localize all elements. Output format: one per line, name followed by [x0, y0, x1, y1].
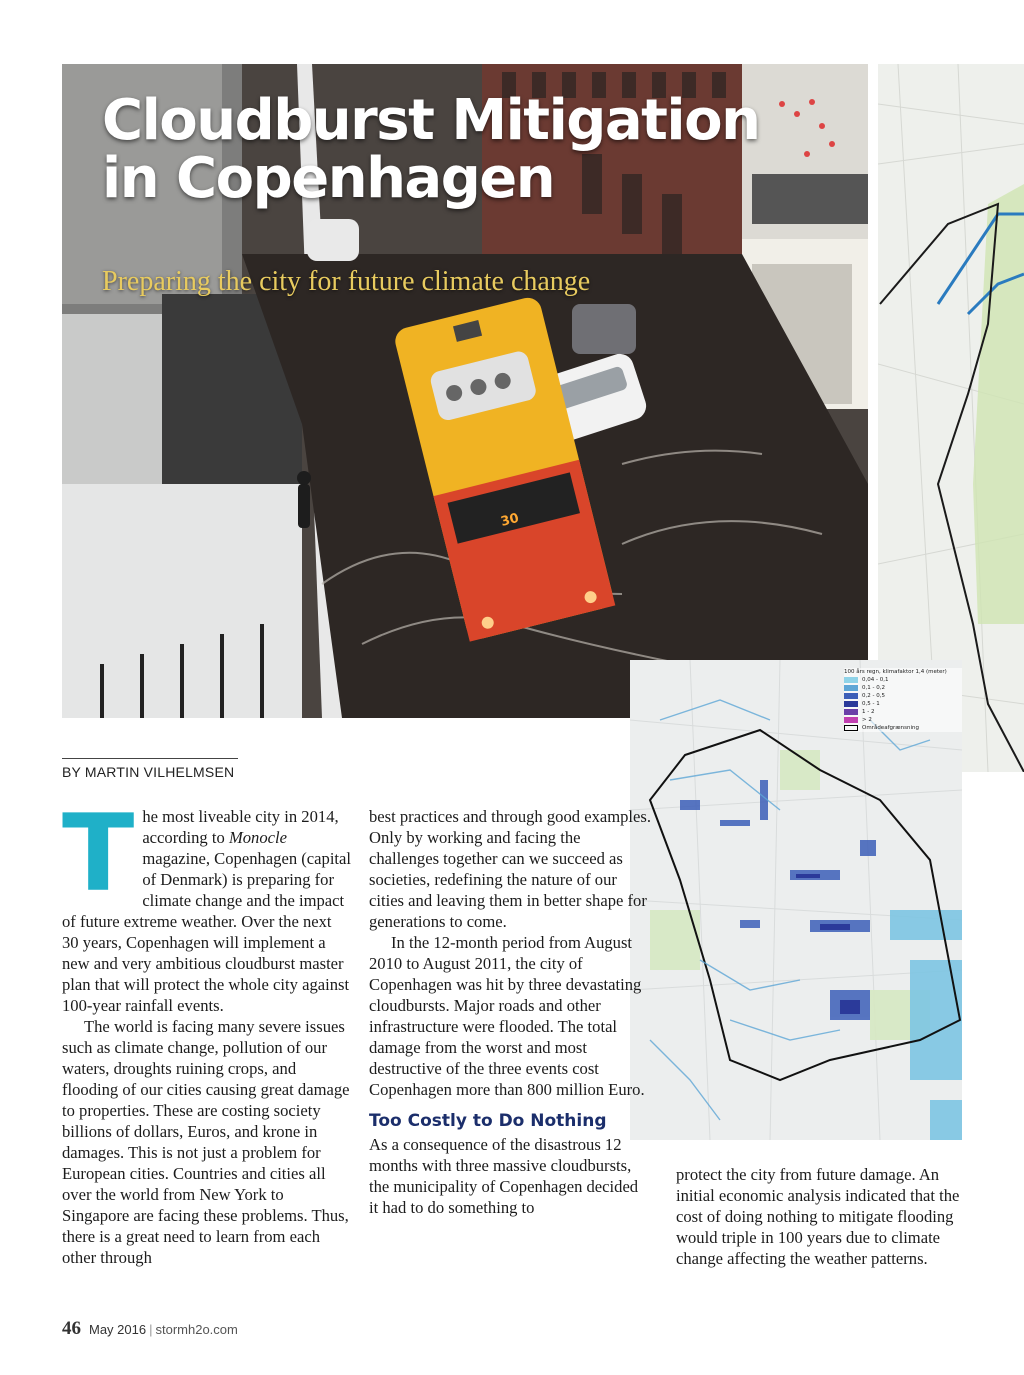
paragraph-cloudbursts: In the 12-month period from August 2010 to August 2011, the city of Copenhagen was hit by three devastating cloudbursts. Major roads and other infrastructure were flooded. The total damage from the worst and most destructive of the three events cost Copenhagen more than 800 million Euro.	[369, 933, 645, 1099]
legend-item	[844, 692, 962, 700]
footer-separator: |	[149, 1322, 153, 1337]
page-footer	[62, 1318, 238, 1340]
paragraph-consequence: As a consequence of the disastrous 12 months with three massive cloudbursts, the municipality of Copenhagen decided it had to do something to	[369, 1135, 639, 1217]
paragraph-economic-analysis: protect the city from future damage. An initial economic analysis indicated that the cost of doing nothing to mitigate flooding would triple in 100 years due to climate change affecting the weather patterns.	[676, 1165, 960, 1268]
legend-item	[844, 684, 962, 692]
legend-title: 100 års regn, klimafaktor 1,4 (meter)	[844, 669, 947, 675]
drop-cap: T	[62, 792, 135, 915]
flood-risk-map	[630, 660, 962, 1140]
bus-destination-display: 30	[499, 510, 521, 530]
byline-divider	[62, 758, 238, 759]
website-link[interactable]: stormh2o.com	[155, 1322, 238, 1337]
intro-text: he most liveable city in 2014, according to	[142, 807, 339, 847]
legend-label: 0,2 - 0,5	[862, 693, 885, 699]
paragraph-best-practices: best practices and through good examples. Only by working and facing the challenges together can we succeed as societies, redefining the nature of our cities and leaving them in better shape for generations to come.	[369, 807, 652, 931]
intro-text-end: magazine, Copenhagen (capital of Denmark) is preparing for climate change and the impact of future extreme weather. Over the next 30 years, Copenhagen will implement a new and very ambitious cloudburst master plan that will protect the whole city against 100-year rainfall events.	[62, 849, 352, 1015]
legend-swatch	[844, 685, 858, 691]
byline: BY MARTIN VILHELMSEN	[62, 764, 235, 780]
issue-date: May 2016	[89, 1322, 147, 1337]
legend-swatch	[844, 709, 858, 715]
legend-label: Områdeafgrænsning	[862, 725, 919, 731]
legend-swatch	[844, 677, 858, 683]
paragraph-world-issues: The world is facing many severe issues such as climate change, pollution of our waters, droughts ruining crops, and flooding of our cities causing great damage to properties. These are costing society billions of dollars, Euros, and krone in damages. This is not just a problem for European cities. Countries and cities all over the world from New York to Singapore are facing these problems. Thus, there is a great need to learn from each other through	[62, 1017, 350, 1267]
legend-label: 0,5 - 1	[862, 701, 880, 707]
legend-label: 0,04 - 0,1	[862, 677, 889, 683]
body-column-3	[676, 1164, 968, 1269]
legend-item	[844, 708, 962, 716]
map-legend	[844, 668, 962, 732]
hero-photo	[62, 64, 868, 718]
legend-swatch	[844, 701, 858, 707]
article-subtitle: Preparing the city for future climate change	[102, 266, 591, 297]
paragraph-intro	[62, 792, 352, 1016]
legend-item	[844, 724, 962, 732]
page-number: 46	[62, 1318, 81, 1339]
legend-swatch	[844, 693, 858, 699]
body-column-2	[369, 806, 651, 1218]
legend-item	[844, 716, 962, 724]
legend-swatch	[844, 717, 858, 723]
legend-label: > 2	[862, 717, 872, 723]
legend-label: 1 - 2	[862, 709, 875, 715]
flood-map-illustration	[630, 660, 962, 1140]
legend-swatch	[844, 725, 858, 731]
article-title: Cloudburst Mitigation in Copenhagen	[102, 88, 760, 211]
legend-item	[844, 676, 962, 684]
legend-label: 0,1 - 0,2	[862, 685, 885, 691]
section-subhead: Too Costly to Do Nothing	[369, 1111, 607, 1131]
magazine-name: Monocle	[228, 828, 287, 847]
legend-item	[844, 700, 962, 708]
body-column-1	[62, 792, 352, 1268]
